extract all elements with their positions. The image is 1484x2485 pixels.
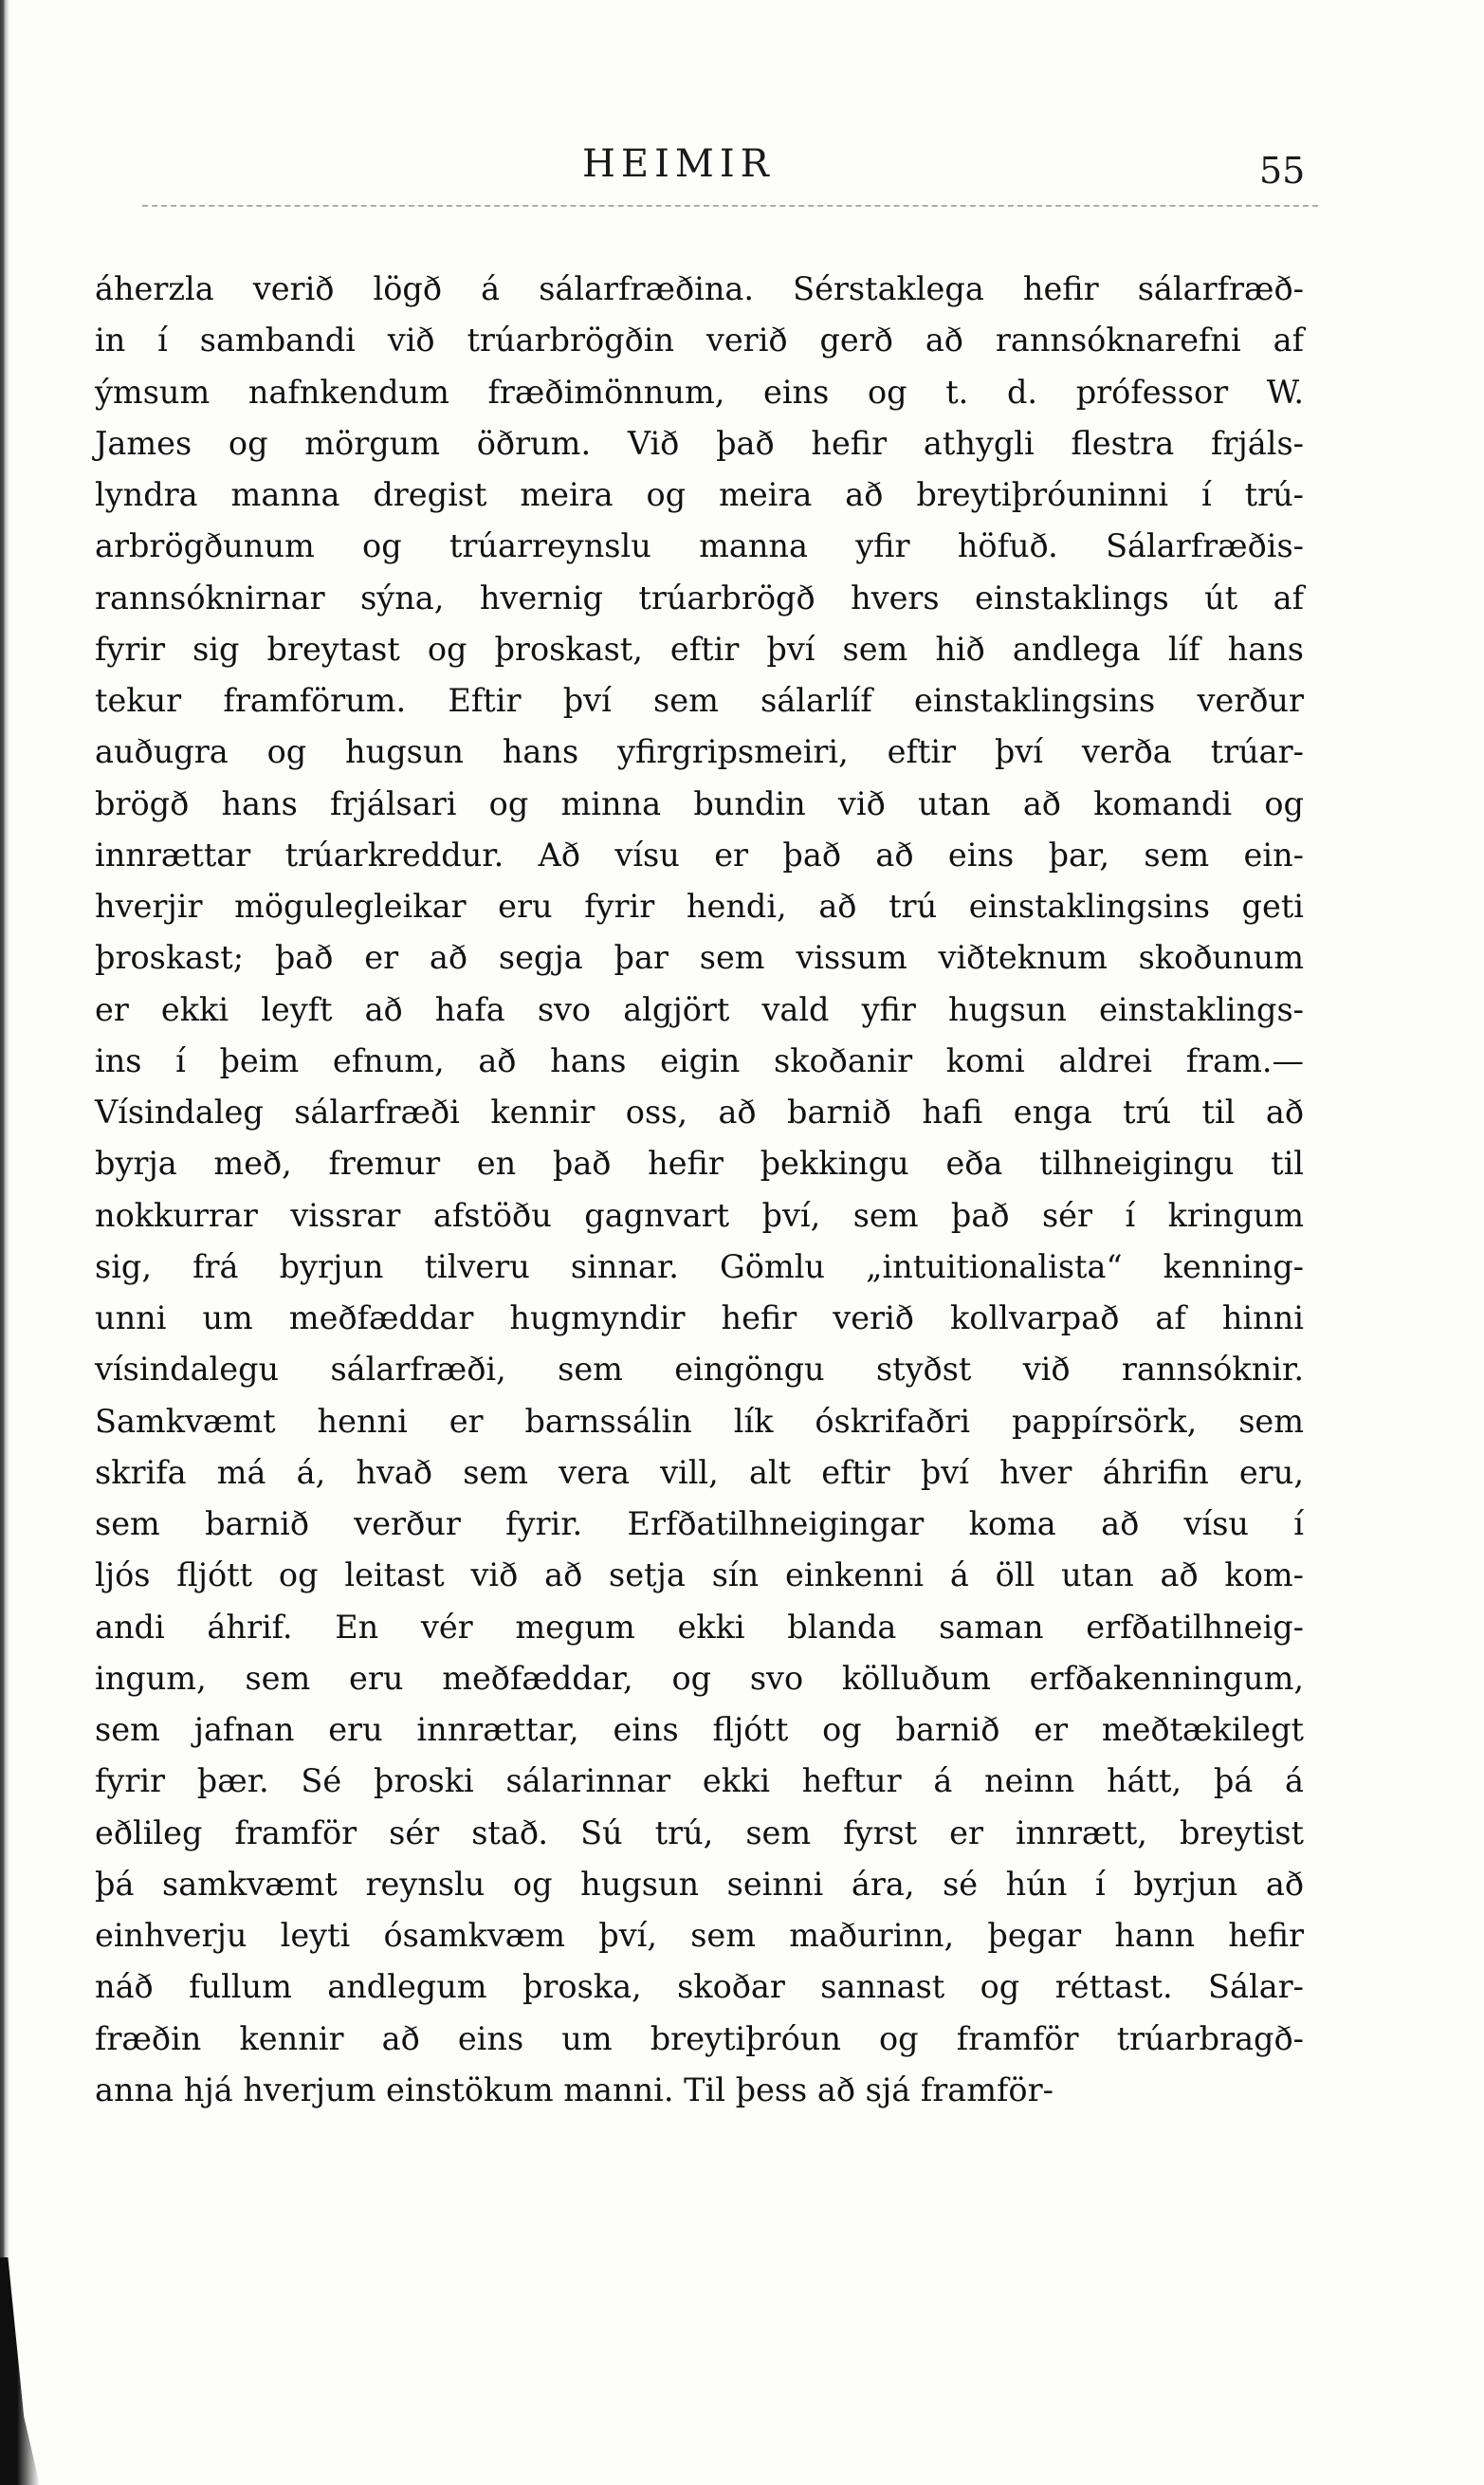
text-line: nokkurrar vissrar afstöðu gagnvart því, sem það sér í kringum bbox=[95, 1196, 1304, 1234]
text-line: áherzla verið lögð á sálarfræðina. Sérstaklega hefir sálarfræð- bbox=[95, 270, 1304, 307]
text-line: ýmsum nafnkendum fræðimönnum, eins og t. d. prófessor W. bbox=[95, 373, 1304, 411]
text-line: Samkvæmt henni er barnssálin lík óskrifaðri pappírsörk, sem bbox=[95, 1402, 1304, 1440]
text-line: fyrir þær. Sé þroski sálarinnar ekki heftur á neinn hátt, þá á bbox=[95, 1762, 1304, 1800]
text-line: skrifa má á, hvað sem vera vill, alt eftir því hver áhrifin eru, bbox=[95, 1453, 1304, 1491]
text-line: eðlileg framför sér stað. Sú trú, sem fyrst er innrætt, breytist bbox=[95, 1813, 1304, 1851]
text-line: þá samkvæmt reynslu og hugsun seinni ára, sé hún í byrjun að bbox=[95, 1865, 1304, 1903]
text-line: sem barnið verður fyrir. Erfðatilhneigingar koma að vísu í bbox=[95, 1505, 1304, 1542]
text-line: anna hjá hverjum einstökum manni. Til þess að sjá framför- bbox=[95, 2071, 1053, 2108]
text-line: einhverju leyti ósamkvæm því, sem maðurinn, þegar hann hefir bbox=[95, 1917, 1304, 1954]
binding-edge bbox=[0, 0, 9, 2485]
header-rule bbox=[142, 205, 1318, 207]
text-line: fyrir sig breytast og þroskast, eftir því sem hið andlega líf hans bbox=[95, 630, 1304, 668]
text-line: brögð hans frjálsari og minna bundin við utan að komandi og bbox=[95, 784, 1304, 822]
text-line: náð fullum andlegum þroska, skoðar sannast og réttast. Sálar- bbox=[95, 1968, 1304, 2006]
text-line: ljós fljótt og leitast við að setja sín einkenni á öll utan að kom- bbox=[95, 1556, 1304, 1594]
binding-shadow bbox=[0, 2257, 40, 2485]
text-line: vísindalegu sálarfræði, sem eingöngu styðst við rannsóknir. bbox=[95, 1351, 1304, 1389]
text-line: unni um meðfæddar hugmyndir hefir verið kollvarpað af hinni bbox=[95, 1299, 1304, 1336]
text-line: sig, frá byrjun tilveru sinnar. Gömlu „intuitionalista“ kenning- bbox=[95, 1247, 1304, 1285]
text-line: þroskast; það er að segja þar sem vissum viðteknum skoðunum bbox=[95, 939, 1304, 977]
text-line: rannsóknirnar sýna, hvernig trúarbrögð hvers einstaklings út af bbox=[95, 579, 1304, 617]
text-line: lyndra manna dregist meira og meira að breytiþróuninni í trú- bbox=[95, 476, 1304, 513]
text-line: innrættar trúarkreddur. Að vísu er það að eins þar, sem ein- bbox=[95, 836, 1304, 874]
text-line: hverjir mögulegleikar eru fyrir hendi, að trú einstaklingsins geti bbox=[95, 888, 1304, 925]
running-title: HEIMIR bbox=[582, 142, 775, 186]
text-line: auðugra og hugsun hans yfirgripsmeiri, eftir því verða trúar- bbox=[95, 733, 1304, 771]
text-line: byrja með, fremur en það hefir þekkingu eða tilhneigingu til bbox=[95, 1145, 1304, 1183]
text-line: James og mörgum öðrum. Við það hefir athygli flestra frjáls- bbox=[95, 424, 1304, 462]
page-header bbox=[0, 142, 1484, 199]
body-text bbox=[95, 264, 1304, 2116]
text-line: andi áhrif. En vér megum ekki blanda saman erfðatilhneig- bbox=[95, 1608, 1304, 1646]
text-line: Vísindaleg sálarfræði kennir oss, að barnið hafi enga trú til að bbox=[95, 1094, 1304, 1131]
text-line: fræðin kennir að eins um breytiþróun og framför trúarbragð- bbox=[95, 2019, 1304, 2057]
text-line: er ekki leyft að hafa svo algjört vald yfir hugsun einstaklings- bbox=[95, 990, 1304, 1028]
text-line: ins í þeim efnum, að hans eigin skoðanir komi aldrei fram.— bbox=[95, 1041, 1304, 1079]
text-line: ingum, sem eru meðfæddar, og svo kölluðum erfðakenningum, bbox=[95, 1659, 1304, 1697]
text-line: tekur framförum. Eftir því sem sálarlíf einstaklingsins verður bbox=[95, 682, 1304, 719]
text-line: sem jafnan eru innrættar, eins fljótt og barnið er meðtækilegt bbox=[95, 1711, 1304, 1748]
page-number: 55 bbox=[1259, 150, 1306, 192]
text-line: arbrögðunum og trúarreynslu manna yfir höfuð. Sálarfræðis- bbox=[95, 527, 1304, 565]
text-line: in í sambandi við trúarbrögðin verið gerð að rannsóknarefni af bbox=[95, 322, 1304, 359]
